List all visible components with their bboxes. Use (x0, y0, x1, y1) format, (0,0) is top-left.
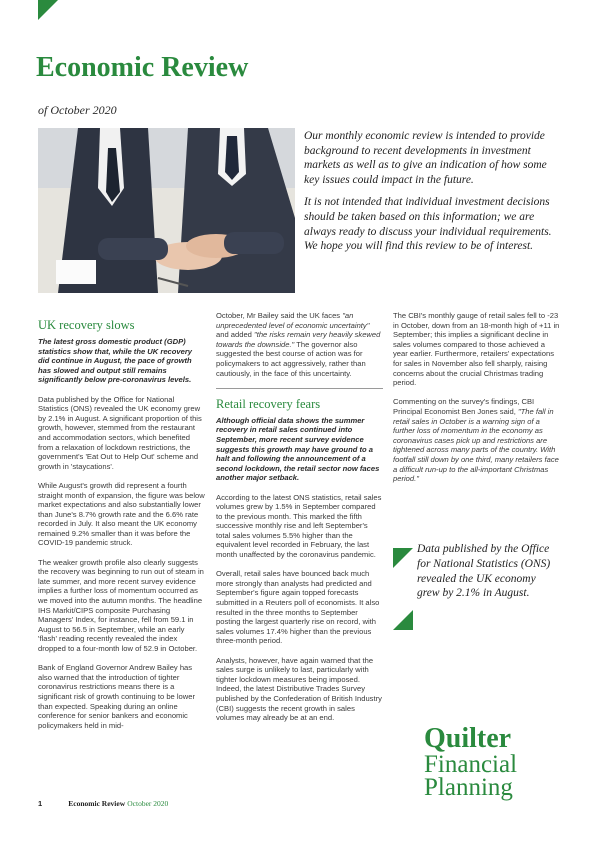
body-paragraph: The CBI's monthly gauge of retail sales fell to -23 in October, down from an 18-month high of +11 in September; this implies a significant decline in sales volumes compared to those achieved a year earlier. Furthermore, retailers' expectations for sales in November also fell sharply, raising concerns about the crucial Christmas trading period. (393, 311, 560, 388)
page-footer (38, 799, 168, 808)
column-1 (38, 318, 205, 740)
column-3 (393, 311, 560, 493)
body-paragraph: Bank of England Governor Andrew Bailey has also warned that the introduction of tighter coronavirus restrictions means there is a significant risk of growth continuing to be lower than expected. Speaking during an online conference for senior bankers and economic policymakers held in mid- (38, 663, 196, 730)
section-heading-uk-recovery: UK recovery slows (38, 318, 135, 332)
logo-word: Quilter (424, 723, 512, 754)
text-run: October, Mr Bailey said the UK faces (216, 311, 343, 320)
body-paragraph: The weaker growth profile also clearly suggests the recovery was beginning to run out of steam in late summer, and more recent survey evidence implies a further loss of momentum occurred as we moved into the autumn months. The headline IHS Markit/CIPS composite Purchasing Managers' Index, for instance, fell from 59.1 in August to 56.5 in September, while an early 'flash' reading recently revealed the index dropped to a four-month low of 52.9 in October. (38, 557, 204, 653)
quilter-logo (424, 725, 517, 799)
body-paragraph: Analysts, however, have again warned that the sales surge is unlikely to last, particularly with tighter lockdown measures being imposed. Indeed, the latest Distributive Trades Survey published by the Confederation of British Industry (CBI) suggests the recent growth in sales volumes may already be at an end. (216, 655, 382, 723)
pull-quote: Data published by the Office for National Statistics (ONS) revealed the UK economy grew by 2.1% in August. (417, 543, 551, 600)
footer-title: Economic Review (68, 799, 126, 808)
logo-word: Financial (424, 751, 518, 778)
intro-paragraph-1: Our monthly economic review is intended to provide background to recent developments in investment markets as well as to give an indication of how some key issues could impact in the future. (304, 130, 547, 186)
logo-word: Planning (424, 774, 513, 801)
quote-text: "the risks remain very heavily skewed towards the downside." (216, 330, 381, 349)
pullquote-triangle-top (393, 548, 413, 568)
section-heading-retail-recovery: Retail recovery fears (216, 396, 321, 411)
section-divider (216, 388, 383, 389)
intro-text (304, 129, 559, 262)
pullquote-triangle-bottom (393, 610, 413, 630)
footer-date: October 2020 (127, 799, 169, 808)
body-paragraph (393, 397, 560, 483)
intro-paragraph-2: It is not intended that individual investment decisions should be taken based on this information; we are always ready to discuss your individual requirements. We hope you will find this review to be of interest. (304, 196, 552, 253)
body-paragraph (216, 311, 383, 378)
text-run: The governor also suggested the best course of action was for policymakers to act aggressively, rather than cautiously, in the face of this uncertainty. (216, 339, 366, 378)
page-number: 1 (38, 799, 43, 808)
business-handshake-photo (38, 128, 295, 293)
body-paragraph: According to the latest ONS statistics, retail sales volumes grew by 1.5% in September compared to the previous month. This marked the fifth successive monthly rise and left September's total sales volumes 5.5% higher than the equivalent level recorded in February, the last month unaffected by the coronavirus pandemic. (216, 492, 382, 560)
issue-date: of October 2020 (38, 103, 117, 117)
page-title: Economic Review (36, 52, 249, 83)
text-run: and added (216, 330, 255, 340)
corner-triangle-decoration (38, 0, 58, 20)
section-lead-uk-recovery: The latest gross domestic product (GDP) statistics show that, while the UK recovery did continue in August, the pace of growth has slowed and output still remains significantly below pre-coronavirus levels. (38, 337, 193, 385)
body-paragraph: Overall, retail sales have bounced back much more strongly than analysts had predicted and September's figure again topped forecasts submitted in a Reuters poll of economists. It also resulted in the three months to September posting the largest quarterly rise on record, with sales volumes 17.4% higher than the previous three-month period. (216, 569, 380, 646)
section-lead-retail-recovery: Although official data shows the summer recovery in retail sales continued into September, more recent survey evidence suggests this growth may have ground to a halt and following the announcement of a second lockdown, the retail sector now faces another major setback. (216, 415, 380, 483)
quote-text: "The fall in retail sales in October is a warning sign of a further loss of momentum in the economy as coronavirus cases pick up and restrictions are tightened across many parts of the country. With footfall still down by one third, many retailers face a difficult run-up to the all-important Christmas period." (393, 406, 559, 484)
column-2 (216, 311, 383, 732)
body-paragraph: Data published by the Office for National Statistics (ONS) revealed the UK economy grew by 2.1% in August. A significant proportion of this growth, however, stemmed from the restaurant and accommodation sectors, which benefited from a relaxation of lockdown restrictions, the government's 'Eat Out to Help Out' scheme and growth in 'staycations'. (38, 394, 202, 471)
quote-text: "an unprecedented level of economic uncertainty" (216, 311, 370, 330)
body-paragraph: While August's growth did represent a fourth straight month of expansion, the figure was below market expectations and also substantially lower than June's 8.7% growth rate and the 6.6% rate recorded in July. It also meant the UK economy remained 9.2% smaller than it was before the COVID-19 pandemic struck. (38, 480, 205, 548)
text-run: Commenting on the survey's findings, CBI Principal Economist Ben Jones said, (393, 397, 535, 416)
